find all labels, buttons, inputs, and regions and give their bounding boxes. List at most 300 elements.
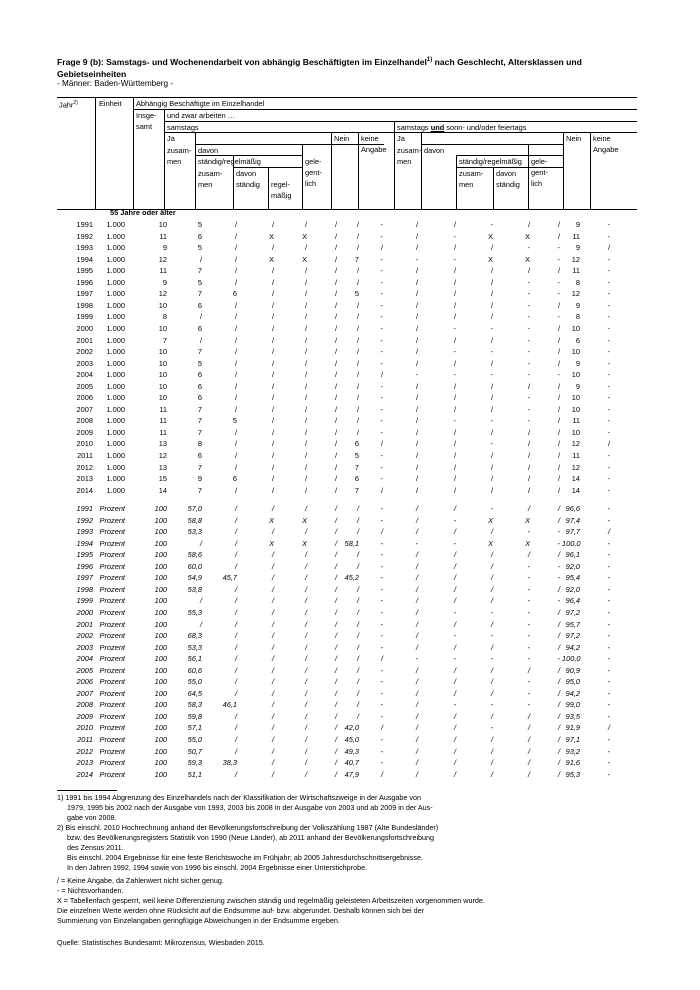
table-cell: / [453,474,456,484]
table-cell: / [557,439,560,449]
table-cell: / [304,393,307,403]
table-cell: - [380,688,383,698]
table-cell: 1.000 [106,323,125,333]
table-cell: - [453,231,456,241]
table-cell: 9 [575,381,580,391]
table-cell: / [490,335,493,345]
table-cell: / [490,474,493,484]
table-cell: - [380,642,383,652]
table-cell: / [557,323,560,333]
header-men-2: men [397,157,412,166]
table-cell: X [525,231,530,241]
table-cell: 10 [571,404,580,414]
table-cell: 1.000 [106,416,125,426]
table-cell: / [453,358,456,368]
table-cell: 97,4 [565,515,580,525]
table-cell: / [415,358,418,368]
table-cell: / [234,631,237,641]
table-cell: / [271,665,274,675]
table-cell: / [334,266,337,276]
table-cell: 56,1 [187,654,202,664]
header-rule [394,121,395,209]
table-cell: - [527,677,530,687]
table-cell: 55,0 [187,735,202,744]
table-cell: / [271,584,274,594]
table-cell: Prozent [99,561,125,571]
table-row [57,450,637,462]
table-row [57,619,637,631]
table-cell: - [607,323,610,333]
table-cell: / [234,688,237,698]
table-cell: / [271,300,274,310]
header-rule [195,144,384,145]
table-cell: / [334,688,337,698]
section-label: 55 Jahre oder älter [110,208,176,217]
table-cell: 46,1 [222,700,237,710]
table-cell: 2001 [76,335,93,345]
table-cell: Prozent [99,596,125,606]
table-row [57,231,637,243]
table-cell: / [234,347,237,357]
table-cell: / [334,312,337,322]
table-cell: 6 [575,335,580,345]
table-cell: X [302,515,307,525]
table-cell: - [380,538,383,548]
table-cell: / [234,312,237,322]
table-cell: 1995 [76,266,93,276]
header-lich-2: lich [531,179,543,188]
table-cell: / [304,677,307,687]
table-cell: - [380,573,383,583]
table-cell: - [490,323,493,333]
table-cell: / [453,573,456,583]
table-cell: / [453,462,456,472]
table-cell: 2009 [76,711,93,721]
table-cell: / [234,735,237,744]
table-cell: X [302,538,307,548]
table-cell: / [234,220,237,229]
table-cell: / [334,654,337,664]
table-cell: / [415,711,418,721]
table-cell: / [271,700,274,710]
table-cell: 1997 [76,289,93,299]
table-cell: 2007 [76,404,93,414]
table-cell: / [234,619,237,629]
table-cell: - [380,289,383,299]
table-cell: 2002 [76,347,93,357]
table-cell: - [607,515,610,525]
table-cell: - [527,607,530,617]
table-cell: / [557,485,560,495]
table-cell: - [607,347,610,357]
table-cell: - [490,439,493,449]
table-cell: / [356,220,359,229]
table-cell: 6 [197,323,202,333]
table-cell: - [607,561,610,571]
table-row [57,358,637,370]
footnote-line: X = Tabellenfach gesperrt, weil keine Differenzierung zwischen ständig und regelmäßig geleisteten Arbeitszeiten vorgenommen wurde. [57,896,485,905]
table-cell: 45,0 [344,735,359,744]
header-davon-4: davon [496,169,517,178]
table-cell: - [557,527,560,537]
table-row [57,311,637,323]
header-samstags-und-sonntags: samstags und sonn- und/oder feiertags [397,123,527,132]
table-cell: - [607,358,610,368]
table-cell: / [304,769,307,779]
table-cell: / [415,427,418,437]
table-cell: 95,3 [565,769,580,779]
table-cell: 2006 [76,677,93,687]
table-cell: 93,2 [565,746,580,756]
table-cell: / [304,323,307,333]
table-cell: - [557,289,560,299]
table-cell: 2003 [76,642,93,652]
header-gent-1: gent- [305,168,322,177]
table-row [57,642,637,654]
table-cell: - [557,654,560,664]
table-cell: Prozent [99,504,125,513]
table-cell: - [557,243,560,253]
table-cell: / [356,561,359,571]
table-cell: 13 [158,462,167,472]
header-staendig-2: ständig [496,180,520,189]
table-cell: - [527,584,530,594]
table-cell: - [607,584,610,594]
table-cell: 60,0 [187,561,202,571]
table-cell: 91,9 [565,723,580,733]
table-cell: / [304,312,307,322]
table-cell: / [234,538,237,548]
table-cell: / [415,451,418,460]
table-cell: / [356,393,359,403]
header-rule [528,144,529,209]
table-cell: / [356,711,359,721]
table-cell: - [380,746,383,756]
table-cell: / [527,711,530,721]
table-cell: 1.000 [106,220,125,229]
table-cell: 7 [197,462,202,472]
table-row [57,595,637,607]
table-cell: / [557,607,560,617]
table-cell: 45,2 [344,573,359,583]
table-cell: / [453,596,456,606]
table-cell: 45,7 [222,573,237,583]
table-cell: / [356,416,359,426]
table-cell: / [234,231,237,241]
table-cell: 14 [571,485,580,495]
table-cell: - [557,596,560,606]
table-cell: / [557,665,560,675]
table-row [57,676,637,688]
table-cell: / [453,723,456,733]
table-cell: Prozent [99,769,125,779]
table-cell: / [304,688,307,698]
table-cell: / [304,504,307,513]
table-cell: / [415,735,418,744]
table-cell: - [527,642,530,652]
table-cell: / [415,527,418,537]
table-cell: - [557,277,560,287]
table-cell: X [488,254,493,264]
table-cell: 38,3 [222,758,237,768]
table-cell: / [234,654,237,664]
table-row [57,242,637,254]
table-cell: / [415,289,418,299]
table-cell: / [557,515,560,525]
table-cell: - [453,538,456,548]
table-cell: 100 [154,527,167,537]
table-cell: / [415,300,418,310]
table-cell: / [304,220,307,229]
table-cell: - [453,347,456,357]
table-cell: / [356,631,359,641]
table-cell: / [557,427,560,437]
table-cell: / [527,462,530,472]
table-cell: / [334,254,337,264]
table-cell: / [356,619,359,629]
table-cell: Prozent [99,665,125,675]
table-cell: - [527,370,530,380]
table-cell: / [356,527,359,537]
table-cell: / [234,504,237,513]
table-cell: / [304,439,307,449]
table-cell: 100 [154,619,167,629]
table-cell: - [490,220,493,229]
table-cell: / [234,451,237,460]
table-cell: / [334,427,337,437]
header-rule [95,97,96,209]
table-cell: - [380,381,383,391]
table-cell: 2013 [76,758,93,768]
table-cell: 2010 [76,439,93,449]
header-rule [421,144,564,145]
table-cell: / [234,243,237,253]
table-cell: / [271,370,274,380]
table-cell: 1996 [76,277,93,287]
table-cell: 9 [575,300,580,310]
table-cell: 93,5 [565,711,580,721]
table-cell: - [527,393,530,403]
table-cell: - [453,631,456,641]
table-cell: / [271,573,274,583]
table-cell: / [271,323,274,333]
table-cell: / [557,358,560,368]
table-cell: / [334,642,337,652]
header-zusam-4: zusam- [459,169,484,178]
table-cell: / [453,381,456,391]
table-cell: X [525,538,530,548]
table-cell: - [607,654,610,664]
table-cell: / [334,723,337,733]
table-cell: 1999 [76,596,93,606]
header-lich-1: lich [305,179,317,188]
table-cell: - [527,631,530,641]
table-cell: 12 [571,289,580,299]
table-cell: 51,1 [187,769,202,779]
table-cell: 1.000 [106,381,125,391]
table-cell: - [527,243,530,253]
table-cell: 2000 [76,607,93,617]
header-rule [421,132,422,209]
header-ja-2: Ja [397,134,405,143]
table-cell: Prozent [99,711,125,721]
table-cell: - [607,573,610,583]
table-cell: Prozent [99,677,125,687]
table-cell: / [271,474,274,484]
table-cell: / [415,277,418,287]
table-cell: / [234,485,237,495]
table-cell: / [490,735,493,744]
table-cell: / [490,619,493,629]
table-cell: 100 [154,550,167,560]
table-cell: / [490,527,493,537]
table-cell: 7 [354,254,359,264]
table-cell: / [334,573,337,583]
table-row [57,584,637,596]
table-cell: / [356,607,359,617]
header-insgesamt-1: Insge- [136,111,157,120]
table-cell: - [380,393,383,403]
table-cell: 13 [158,439,167,449]
table-cell: Prozent [99,584,125,594]
table-cell: 10 [571,393,580,403]
table-cell: 1.000 [106,474,125,484]
footnote-line: In den Jahren 1992, 1994 sowie von 1996 bis einschl. 2004 Ergebnisse einer Unterstichprobe. [57,863,368,872]
table-cell: / [234,381,237,391]
table-cell: 1992 [76,515,93,525]
table-cell: 12 [571,254,580,264]
table-cell: 7 [197,404,202,414]
table-cell: - [380,700,383,710]
table-cell: 95,4 [565,573,580,583]
table-cell: - [607,254,610,264]
table-cell: / [453,277,456,287]
table-cell: 95,7 [565,619,580,629]
table-cell: - [380,596,383,606]
table-cell: / [234,677,237,687]
table-row [57,734,637,746]
table-row [57,265,637,277]
header-rule [456,155,457,209]
table-cell: - [380,451,383,460]
table-cell: - [527,561,530,571]
table-cell: / [334,758,337,768]
table-cell: Prozent [99,642,125,652]
table-cell: / [527,381,530,391]
table-cell: 2011 [77,735,93,744]
table-cell: / [415,561,418,571]
table-cell: - [607,711,610,721]
table-cell: / [334,451,337,460]
table-cell: 11 [159,416,167,426]
table-cell: / [356,665,359,675]
table-row [57,538,637,550]
table-cell: / [490,485,493,495]
table-cell: / [415,504,418,513]
table-cell: - [607,462,610,472]
table-cell: / [380,723,383,733]
table-cell: / [527,439,530,449]
table-cell: 1.000 [106,347,125,357]
header-men-4: men [459,180,474,189]
table-cell: / [356,654,359,664]
table-cell: / [415,723,418,733]
table-cell: - [380,347,383,357]
table-cell: / [453,485,456,495]
table-row [57,769,637,781]
table-cell: 1992 [76,231,93,241]
table-cell: Prozent [99,735,125,744]
table-cell: 10 [158,323,167,333]
footnote-line: 1979, 1995 bis 2002 nach der Ausgabe von 1993, 2003 bis 2008 in der Ausgabe von 2003 und ab 2009 in der Aus- [57,803,433,812]
table-cell: - [557,370,560,380]
table-cell: / [490,688,493,698]
table-cell: - [453,370,456,380]
table-cell: 64,5 [187,688,202,698]
table-cell: / [453,619,456,629]
header-rule [563,132,564,209]
header-staendig-1: ständig [236,180,260,189]
table-cell: - [380,515,383,525]
header-gent-2: gent- [531,168,548,177]
table-cell: / [557,584,560,594]
table-cell: Prozent [99,619,125,629]
table-cell: - [527,416,530,426]
table-cell: / [234,393,237,403]
table-cell: X [525,254,530,264]
table-cell: / [271,561,274,571]
table-cell: / [557,746,560,756]
table-cell: / [557,300,560,310]
footnote-rule [57,790,117,791]
table-cell: 100 [154,700,167,710]
table-cell: / [304,665,307,675]
table-cell: - [607,746,610,756]
table-cell: 8 [575,277,580,287]
table-cell: / [304,300,307,310]
table-row [57,561,637,573]
table-cell: - [380,474,383,484]
table-cell: 1.000 [106,451,125,460]
table-cell: / [415,769,418,779]
table-cell: / [557,381,560,391]
table-cell: / [356,358,359,368]
table-cell: / [271,335,274,345]
table-row [57,607,637,619]
header-zusam-3: zusam- [198,169,223,178]
table-cell: / [271,277,274,287]
table-cell: 12 [571,462,580,472]
table-cell: / [334,462,337,472]
table-cell: / [234,254,237,264]
table-cell: 7 [197,347,202,357]
table-cell: / [234,370,237,380]
table-row [57,254,637,266]
table-cell: / [304,711,307,721]
table-cell: / [356,642,359,652]
table-cell: 10 [158,370,167,380]
table-cell: 100 [154,584,167,594]
table-cell: - [453,700,456,710]
table-row [57,300,637,312]
table-cell: - [380,312,383,322]
table-cell: 96,1 [565,550,580,560]
header-rule [456,155,564,156]
table-cell: 2012 [76,462,93,472]
table-cell: / [334,619,337,629]
table-cell: / [271,654,274,664]
table-cell: / [490,584,493,594]
